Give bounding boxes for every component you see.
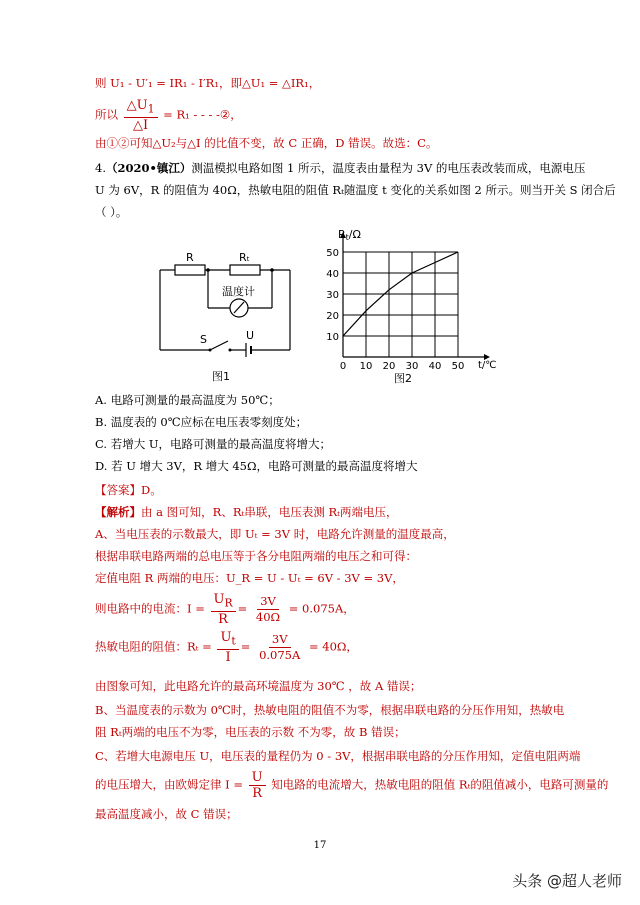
analysis-intro xyxy=(95,504,397,520)
numerator-sub: t xyxy=(231,634,236,648)
analysis-a-3: 定值电阻 R 两端的电压：U_R = U - Uₜ = 6V - 3V = 3V， xyxy=(95,571,404,585)
graph-xlabel: t/℃ xyxy=(478,360,497,371)
label-S: S xyxy=(200,333,207,346)
numerator: 3V xyxy=(269,632,291,648)
line-suffix: 知电路的电流增大，热敏电阻的阻值 Rₜ的阻值减小，电路可测量的 xyxy=(271,777,609,792)
line-prefix: 热敏电阻的阻值：Rₜ = xyxy=(95,639,212,654)
line-prefix: 的电压增大，由欧姆定律 I = xyxy=(95,777,243,792)
fraction xyxy=(217,630,238,665)
option-b: B. 温度表的 0℃应标在电压表零刻度处； xyxy=(95,415,308,429)
x-tick-label: 10 xyxy=(359,361,373,372)
question-text: 测温模拟电路如图 1 所示，温度表由量程为 3V 的电压表改装而成，电源电压 xyxy=(191,161,586,175)
derivation-line-2 xyxy=(95,98,242,133)
label-R: R xyxy=(186,251,194,264)
numerator: U xyxy=(213,592,225,607)
question-source: （2020•镇江） xyxy=(105,161,192,175)
analysis-tag: 【解析】 xyxy=(95,505,141,519)
figure2-caption: 图2 xyxy=(394,372,412,385)
watermark: 头条 @超人老师 xyxy=(512,872,622,890)
y-tick-label: 10 xyxy=(326,332,339,343)
option-a: A. 电路可测量的最高温度为 50℃； xyxy=(95,393,280,407)
denominator: 40Ω xyxy=(255,609,281,624)
denominator: 0.075A xyxy=(259,647,301,662)
option-c: C. 若增大 U，电路可测量的最高温度将增大； xyxy=(95,437,332,451)
line-suffix: = R₁ - - - -②， xyxy=(163,107,242,122)
x-tick-label: 0 xyxy=(339,361,347,372)
resistor-R xyxy=(175,265,205,275)
figure1-caption: 图1 xyxy=(212,370,230,383)
analysis-a-5: 热敏电阻的阻值：Rₜ = $\frac{U_t}{I}$ = $\frac{3V}{0.075A}$ = 40Ω， xyxy=(95,630,358,665)
line-prefix: 所以 xyxy=(95,107,118,122)
question-stem-line-2: U 为 6V，R 的阻值为 40Ω，热敏电阻的阻值 Rₜ随温度 t 变化的关系如图 2 所示。则当开关 S 闭合后 xyxy=(95,183,616,197)
denominator: R xyxy=(252,786,263,801)
graph-rt-vs-t xyxy=(318,222,508,387)
numerator: U xyxy=(220,630,232,645)
y-tick-label: 40 xyxy=(326,269,339,280)
analysis-b-1: B、当温度表的示数为 0℃时，热敏电阻的阻值不为零，根据串联电路的分压作用知，热敏电 xyxy=(95,703,565,717)
analysis-b-2: 阻 Rₜ两端的电压不为零，电压表的示数 不为零，故 B 错误； xyxy=(95,725,406,739)
line-suffix: = 40Ω， xyxy=(308,639,358,654)
fraction xyxy=(211,592,236,627)
denominator: △I xyxy=(133,117,149,133)
label-meter: 温度计 xyxy=(222,285,255,298)
x-tick-label: 40 xyxy=(428,361,442,372)
label-Rt: Rₜ xyxy=(239,251,250,264)
analysis-c-1: C、若增大电源电压 U，电压表的量程仍为 0 - 3V，根据串联电路的分压作用知，定值电阻两端 xyxy=(95,749,581,763)
y-tick-label: 50 xyxy=(326,248,339,259)
derivation-line-3: 由①②可知△U₂与△I 的比值不变，故 C 正确，D 错误。故选：C。 xyxy=(95,136,438,150)
analysis-a-6: 由图象可知，此电路允许的最高环境温度为 30℃ ，故 A 错误； xyxy=(95,679,422,693)
numerator: 3V xyxy=(257,594,279,610)
question-stem-line-3: （ ）。 xyxy=(95,205,128,219)
fraction xyxy=(249,770,266,801)
y-tick-label: 30 xyxy=(326,290,339,301)
analysis-c-2 xyxy=(95,770,608,801)
resistor-Rt xyxy=(230,265,260,275)
x-tick-label: 30 xyxy=(405,361,419,372)
graph-ylabel: Rt/Ω xyxy=(338,228,361,242)
fraction xyxy=(124,98,158,133)
page-number: 17 xyxy=(313,840,327,851)
analysis-text: 由 a 图可知，R、Rₜ串联，电压表测 Rₜ两端电压， xyxy=(141,505,398,519)
derivation-line-1: 则 U₁ - U′₁ = IR₁ - I′R₁，即△U₁ = △IR₁， xyxy=(95,76,321,90)
analysis-c-3: 最高温度减小，故 C 错误； xyxy=(95,807,238,821)
analysis-a-4: 则电路中的电流：I = $\frac{U_R}{R}$ = $\frac{3V}{40\Omega}$ = 0.075A， xyxy=(95,592,355,627)
circuit-diagram xyxy=(150,240,310,385)
numerator: U xyxy=(249,770,266,786)
fraction xyxy=(256,632,303,663)
numerator-sub: R xyxy=(224,596,233,610)
question-stem-line-1 xyxy=(95,160,585,176)
x-tick-label: 20 xyxy=(382,361,396,372)
numerator-sub: 1 xyxy=(147,102,155,116)
answer: 【答案】D。 xyxy=(95,483,162,497)
label-U: U xyxy=(246,329,255,342)
analysis-a-2: 根据串联电路两端的总电压等于各分电阻两端的电压之和可得： xyxy=(95,549,417,563)
x-tick-label: 50 xyxy=(451,361,465,372)
question-number: 4. xyxy=(95,161,106,175)
denominator: R xyxy=(218,611,228,627)
numerator: △U xyxy=(126,98,148,113)
y-tick-label: 20 xyxy=(326,311,339,322)
line-prefix: 则电路中的电流：I = xyxy=(95,601,205,616)
analysis-a-1: A、当电压表的示数最大，即 Uₜ = 3V 时，电路允许测量的温度最高， xyxy=(95,527,455,541)
denominator: I xyxy=(225,649,231,665)
option-d: D. 若 U 增大 3V，R 增大 45Ω，电路可测量的最高温度将增大 xyxy=(95,459,418,473)
line-suffix: = 0.075A， xyxy=(288,601,355,616)
fraction xyxy=(253,594,283,625)
